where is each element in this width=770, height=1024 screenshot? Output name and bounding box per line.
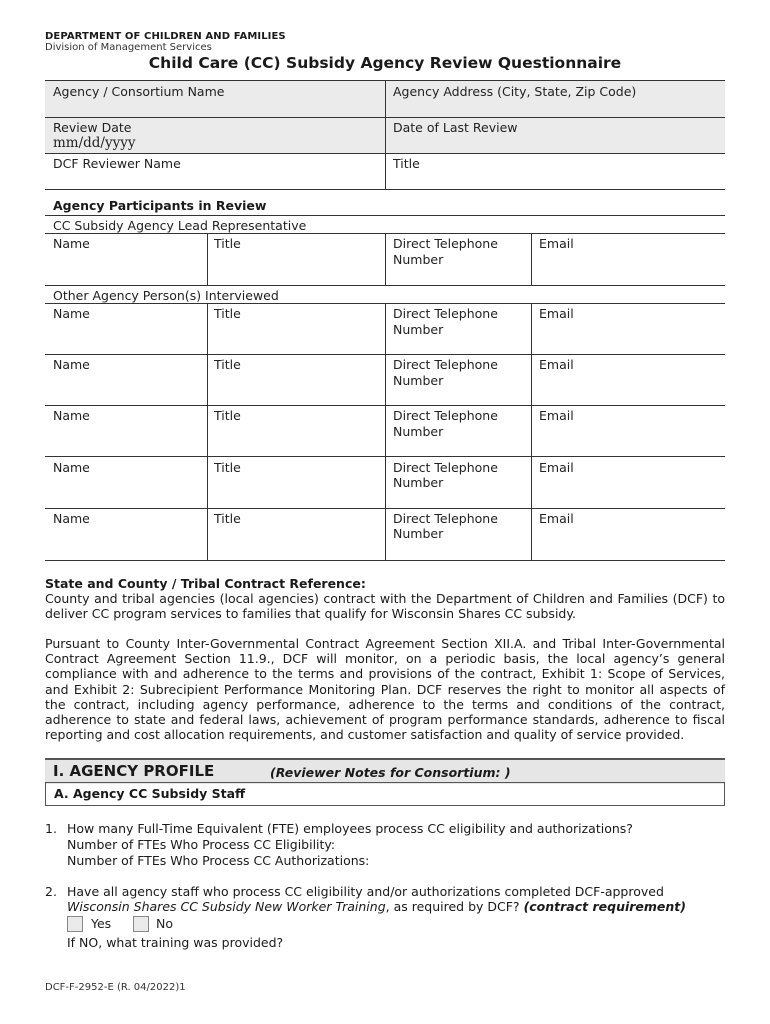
- name-label: Name: [53, 357, 90, 372]
- division-name: Division of Management Services: [45, 42, 212, 53]
- name-label: Name: [53, 408, 90, 423]
- phone-label-line2: Number: [393, 475, 444, 490]
- phone-label-line1: Direct Telephone: [393, 357, 498, 372]
- phone-label-line2: Number: [393, 526, 444, 541]
- title-label: Title: [214, 357, 241, 372]
- no-label: No: [156, 916, 173, 931]
- staff-subsection: [45, 782, 725, 806]
- form-footer: DCF-F-2952-E (R. 04/2022)1: [45, 982, 186, 993]
- email-label: Email: [539, 236, 574, 251]
- department-name: DEPARTMENT OF CHILDREN AND FAMILIES: [45, 31, 286, 42]
- agency-profile-title: I. AGENCY PROFILE: [53, 762, 215, 780]
- agency-profile-header: [45, 758, 725, 784]
- phone-label-line2: Number: [393, 252, 444, 267]
- consortium-note: (Reviewer Notes for Consortium: ): [270, 765, 511, 780]
- question-2-number: 2.: [45, 884, 57, 899]
- contract-requirement: (contract requirement): [523, 899, 686, 914]
- agency-name-label: Agency / Consortium Name: [53, 84, 225, 99]
- name-label: Name: [53, 460, 90, 475]
- email-label: Email: [539, 306, 574, 321]
- yes-checkbox[interactable]: [67, 916, 83, 932]
- question-1-text: How many Full-Time Equivalent (FTE) employees process CC eligibility and authorizations?: [67, 821, 633, 836]
- reviewer-name-label: DCF Reviewer Name: [53, 156, 181, 171]
- title-label: Title: [214, 306, 241, 321]
- agency-address-label: Agency Address (City, State, Zip Code): [393, 84, 637, 99]
- phone-label-line1: Direct Telephone: [393, 306, 498, 321]
- phone-label-line2: Number: [393, 373, 444, 388]
- contract-paragraph-1: County and tribal agencies (local agencies) contract with the Department of Children and Families (DCF) to deliver CC program services to families that qualify for Wisconsin Shares CC subsidy.: [45, 591, 725, 622]
- form-title: Child Care (CC) Subsidy Agency Review Questionnaire: [148, 54, 622, 72]
- fte-authorizations-label: Number of FTEs Who Process CC Authorizations:: [67, 853, 370, 868]
- last-review-label: Date of Last Review: [393, 120, 518, 135]
- name-label: Name: [53, 511, 90, 526]
- question-2-text: Have all agency staff who process CC eligibility and/or authorizations completed DCF-approved: [67, 884, 664, 899]
- reviewer-title-label: Title: [393, 156, 420, 171]
- phone-label-line2: Number: [393, 322, 444, 337]
- name-label: Name: [53, 236, 90, 251]
- fte-eligibility-label: Number of FTEs Who Process CC Eligibility:: [67, 837, 336, 852]
- email-label: Email: [539, 460, 574, 475]
- title-label: Title: [214, 236, 241, 251]
- yes-label: Yes: [91, 916, 112, 931]
- title-label: Title: [214, 511, 241, 526]
- contract-paragraph-2: Pursuant to County Inter-Governmental Contract Agreement Section XII.A. and Tribal Inter-Governmental Contract Agreement Section 11.9., DCF will monitor, on a periodic basis, the local agency’s general compliance with and adherence to the terms and provisions of the contract, Exhibit 1: Scope of Services, and Exhibit 2: Subrecipient Performance Monitoring Plan. DCF reserves the right to monitor all aspects of the contract, including agency performance, adherence to the terms and conditions of the contract, adherence to state and federal laws, achievement of program performance standards, adherence to fiscal reporting and cost allocation requirements, and customer satisfaction and quality of service provided.: [45, 636, 725, 743]
- lead-rep-label: CC Subsidy Agency Lead Representative: [53, 218, 307, 233]
- email-label: Email: [539, 357, 574, 372]
- training-name: Wisconsin Shares CC Subsidy New Worker Training: [67, 899, 386, 914]
- phone-label-line1: Direct Telephone: [393, 408, 498, 423]
- email-label: Email: [539, 408, 574, 423]
- question-1-number: 1.: [45, 821, 57, 836]
- other-persons-label: Other Agency Person(s) Interviewed: [53, 288, 279, 303]
- question-2-text-line2: [67, 899, 686, 914]
- name-label: Name: [53, 306, 90, 321]
- review-date-placeholder: mm/dd/yyyy: [53, 135, 136, 151]
- review-date-label: Review Date: [53, 120, 132, 135]
- phone-label-line1: Direct Telephone: [393, 236, 498, 251]
- email-label: Email: [539, 511, 574, 526]
- title-label: Title: [214, 408, 241, 423]
- contract-heading: State and County / Tribal Contract Reference:: [45, 576, 366, 591]
- phone-label-line2: Number: [393, 424, 444, 439]
- training-followup-label: If NO, what training was provided?: [67, 935, 284, 950]
- participants-heading: Agency Participants in Review: [53, 198, 267, 213]
- question-2-mid: , as required by DCF?: [385, 899, 520, 914]
- no-checkbox[interactable]: [133, 916, 149, 932]
- phone-label-line1: Direct Telephone: [393, 460, 498, 475]
- title-label: Title: [214, 460, 241, 475]
- staff-subsection-title: A. Agency CC Subsidy Staff: [54, 786, 246, 801]
- phone-label-line1: Direct Telephone: [393, 511, 498, 526]
